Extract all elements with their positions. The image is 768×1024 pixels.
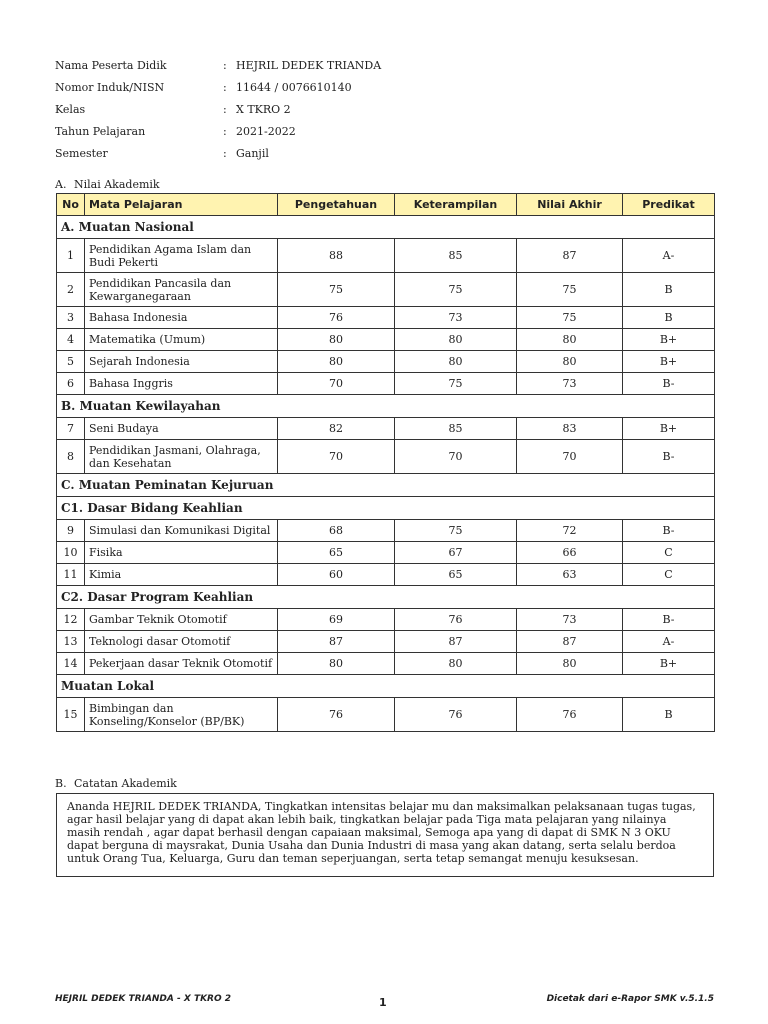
group-title: B. Muatan Kewilayahan — [57, 395, 715, 418]
cell-knowledge: 70 — [278, 440, 395, 474]
table-row — [57, 418, 715, 440]
info-label: Semester — [55, 146, 108, 160]
info-colon: : — [223, 102, 227, 116]
cell-no: 10 — [57, 542, 85, 564]
cell-final: 80 — [517, 329, 623, 351]
cell-subject: Pendidikan Agama Islam dan Budi Pekerti — [85, 239, 278, 273]
cell-no: 7 — [57, 418, 85, 440]
cell-grade: B+ — [623, 329, 715, 351]
cell-skill: 80 — [395, 653, 517, 675]
cell-knowledge: 75 — [278, 273, 395, 307]
section-heading: Nilai Akademik — [74, 178, 160, 191]
cell-subject: Simulasi dan Komunikasi Digital — [85, 520, 278, 542]
cell-skill: 85 — [395, 239, 517, 273]
group-row — [57, 216, 715, 239]
group-title: C2. Dasar Program Keahlian — [57, 586, 715, 609]
cell-skill: 80 — [395, 329, 517, 351]
cell-subject: Bimbingan dan Konseling/Konselor (BP/BK) — [85, 698, 278, 732]
cell-skill: 65 — [395, 564, 517, 586]
group-row — [57, 586, 715, 609]
cell-final: 87 — [517, 631, 623, 653]
cell-subject: Matematika (Umum) — [85, 329, 278, 351]
info-colon: : — [223, 58, 227, 72]
cell-no: 11 — [57, 564, 85, 586]
info-row-class — [55, 98, 655, 120]
cell-no: 13 — [57, 631, 85, 653]
cell-subject: Bahasa Indonesia — [85, 307, 278, 329]
col-header-no: No — [57, 194, 85, 216]
section-heading: Catatan Akademik — [74, 777, 177, 790]
info-row-semester — [55, 142, 655, 164]
info-colon: : — [223, 80, 227, 94]
cell-final: 83 — [517, 418, 623, 440]
info-colon: : — [223, 124, 227, 138]
cell-subject: Pendidikan Jasmani, Olahraga, dan Kesehatan — [85, 440, 278, 474]
cell-knowledge: 80 — [278, 653, 395, 675]
cell-knowledge: 68 — [278, 520, 395, 542]
footer-app-version: Dicetak dari e-Rapor SMK v.5.1.5 — [546, 994, 714, 1004]
grades-body — [57, 216, 715, 732]
cell-final: 75 — [517, 273, 623, 307]
academic-year: 2021-2022 — [236, 124, 296, 138]
cell-skill: 67 — [395, 542, 517, 564]
col-header-skill: Keterampilan — [395, 194, 517, 216]
table-row — [57, 520, 715, 542]
section-letter: B. — [55, 777, 67, 790]
academic-notes: Ananda HEJRIL DEDEK TRIANDA, Tingkatkan intensitas belajar mu dan maksimalkan pelaksanaan tugas tugas, agar hasil belajar yang di dapat akan lebih baik, tingkatkan belajar pada Tiga mata pelajaran yang nilainya masih rendah , agar dapat berhasil dengan capaiaan maksimal, Semoga apa yang di dapat di SMK N 3 OKU dapat berguna di maysrakat, Dunia Usaha dan Dunia Industri di masa yang akan datang, serta selalu berdoa untuk Orang Tua, Keluarga, Guru dan teman seperjuangan, serta tetap semangat menuju kesuksesan. — [56, 793, 714, 877]
cell-skill: 75 — [395, 373, 517, 395]
info-label: Nama Peserta Didik — [55, 58, 167, 72]
cell-no: 2 — [57, 273, 85, 307]
cell-skill: 73 — [395, 307, 517, 329]
table-row — [57, 564, 715, 586]
table-row — [57, 542, 715, 564]
group-title: C. Muatan Peminatan Kejuruan — [57, 474, 715, 497]
cell-knowledge: 65 — [278, 542, 395, 564]
cell-no: 4 — [57, 329, 85, 351]
cell-skill: 76 — [395, 609, 517, 631]
group-title: C1. Dasar Bidang Keahlian — [57, 497, 715, 520]
col-header-final: Nilai Akhir — [517, 194, 623, 216]
section-a-title — [55, 178, 160, 191]
page-number: 1 — [379, 996, 387, 1009]
cell-final: 75 — [517, 307, 623, 329]
table-row — [57, 239, 715, 273]
cell-skill: 76 — [395, 698, 517, 732]
cell-knowledge: 88 — [278, 239, 395, 273]
group-row — [57, 474, 715, 497]
cell-subject: Fisika — [85, 542, 278, 564]
cell-subject: Pendidikan Pancasila dan Kewarganegaraan — [85, 273, 278, 307]
info-colon: : — [223, 146, 227, 160]
cell-final: 73 — [517, 609, 623, 631]
cell-subject: Sejarah Indonesia — [85, 351, 278, 373]
group-row — [57, 395, 715, 418]
cell-grade: A- — [623, 239, 715, 273]
info-label: Nomor Induk/NISN — [55, 80, 165, 94]
cell-final: 72 — [517, 520, 623, 542]
cell-skill: 70 — [395, 440, 517, 474]
col-header-subject: Mata Pelajaran — [85, 194, 278, 216]
cell-knowledge: 76 — [278, 307, 395, 329]
student-info — [55, 54, 655, 164]
cell-final: 70 — [517, 440, 623, 474]
cell-final: 63 — [517, 564, 623, 586]
table-row — [57, 609, 715, 631]
cell-knowledge: 60 — [278, 564, 395, 586]
cell-no: 15 — [57, 698, 85, 732]
group-title: A. Muatan Nasional — [57, 216, 715, 239]
semester: Ganjil — [236, 146, 269, 160]
cell-knowledge: 80 — [278, 329, 395, 351]
cell-grade: B — [623, 273, 715, 307]
cell-knowledge: 87 — [278, 631, 395, 653]
section-b-title — [55, 777, 177, 790]
cell-grade: A- — [623, 631, 715, 653]
cell-final: 80 — [517, 351, 623, 373]
info-label: Kelas — [55, 102, 86, 116]
table-row — [57, 440, 715, 474]
cell-final: 73 — [517, 373, 623, 395]
student-nisn: 11644 / 0076610140 — [236, 80, 352, 94]
cell-knowledge: 80 — [278, 351, 395, 373]
cell-final: 80 — [517, 653, 623, 675]
cell-subject: Gambar Teknik Otomotif — [85, 609, 278, 631]
table-row — [57, 329, 715, 351]
col-header-grade: Predikat — [623, 194, 715, 216]
cell-final: 87 — [517, 239, 623, 273]
cell-grade: C — [623, 564, 715, 586]
grades-table — [56, 193, 715, 732]
cell-subject: Bahasa Inggris — [85, 373, 278, 395]
student-class: X TKRO 2 — [236, 102, 291, 116]
cell-knowledge: 82 — [278, 418, 395, 440]
cell-grade: B+ — [623, 653, 715, 675]
cell-grade: B- — [623, 373, 715, 395]
cell-subject: Kimia — [85, 564, 278, 586]
cell-grade: B- — [623, 609, 715, 631]
cell-skill: 87 — [395, 631, 517, 653]
cell-subject: Pekerjaan dasar Teknik Otomotif — [85, 653, 278, 675]
cell-final: 66 — [517, 542, 623, 564]
table-header-row — [57, 194, 715, 216]
cell-grade: B- — [623, 520, 715, 542]
table-row — [57, 698, 715, 732]
footer-student: HEJRIL DEDEK TRIANDA - X TKRO 2 — [55, 994, 232, 1004]
cell-skill: 85 — [395, 418, 517, 440]
group-title: Muatan Lokal — [57, 675, 715, 698]
cell-knowledge: 70 — [278, 373, 395, 395]
cell-grade: B — [623, 698, 715, 732]
col-header-knowledge: Pengetahuan — [278, 194, 395, 216]
cell-final: 76 — [517, 698, 623, 732]
student-name: HEJRIL DEDEK TRIANDA — [236, 58, 382, 72]
cell-grade: C — [623, 542, 715, 564]
cell-no: 3 — [57, 307, 85, 329]
table-row — [57, 273, 715, 307]
cell-knowledge: 76 — [278, 698, 395, 732]
cell-skill: 75 — [395, 520, 517, 542]
info-row-year — [55, 120, 655, 142]
cell-no: 5 — [57, 351, 85, 373]
table-row — [57, 373, 715, 395]
cell-grade: B- — [623, 440, 715, 474]
info-row-name — [55, 54, 655, 76]
cell-knowledge: 69 — [278, 609, 395, 631]
cell-skill: 80 — [395, 351, 517, 373]
cell-grade: B+ — [623, 351, 715, 373]
cell-grade: B — [623, 307, 715, 329]
cell-no: 12 — [57, 609, 85, 631]
cell-skill: 75 — [395, 273, 517, 307]
table-row — [57, 351, 715, 373]
group-row — [57, 675, 715, 698]
cell-no: 1 — [57, 239, 85, 273]
cell-grade: B+ — [623, 418, 715, 440]
table-row — [57, 631, 715, 653]
cell-no: 6 — [57, 373, 85, 395]
cell-subject: Teknologi dasar Otomotif — [85, 631, 278, 653]
cell-no: 8 — [57, 440, 85, 474]
info-row-nisn — [55, 76, 655, 98]
section-letter: A. — [55, 178, 67, 191]
table-row — [57, 653, 715, 675]
info-label: Tahun Pelajaran — [55, 124, 146, 138]
cell-no: 14 — [57, 653, 85, 675]
table-row — [57, 307, 715, 329]
cell-no: 9 — [57, 520, 85, 542]
cell-subject: Seni Budaya — [85, 418, 278, 440]
group-row — [57, 497, 715, 520]
